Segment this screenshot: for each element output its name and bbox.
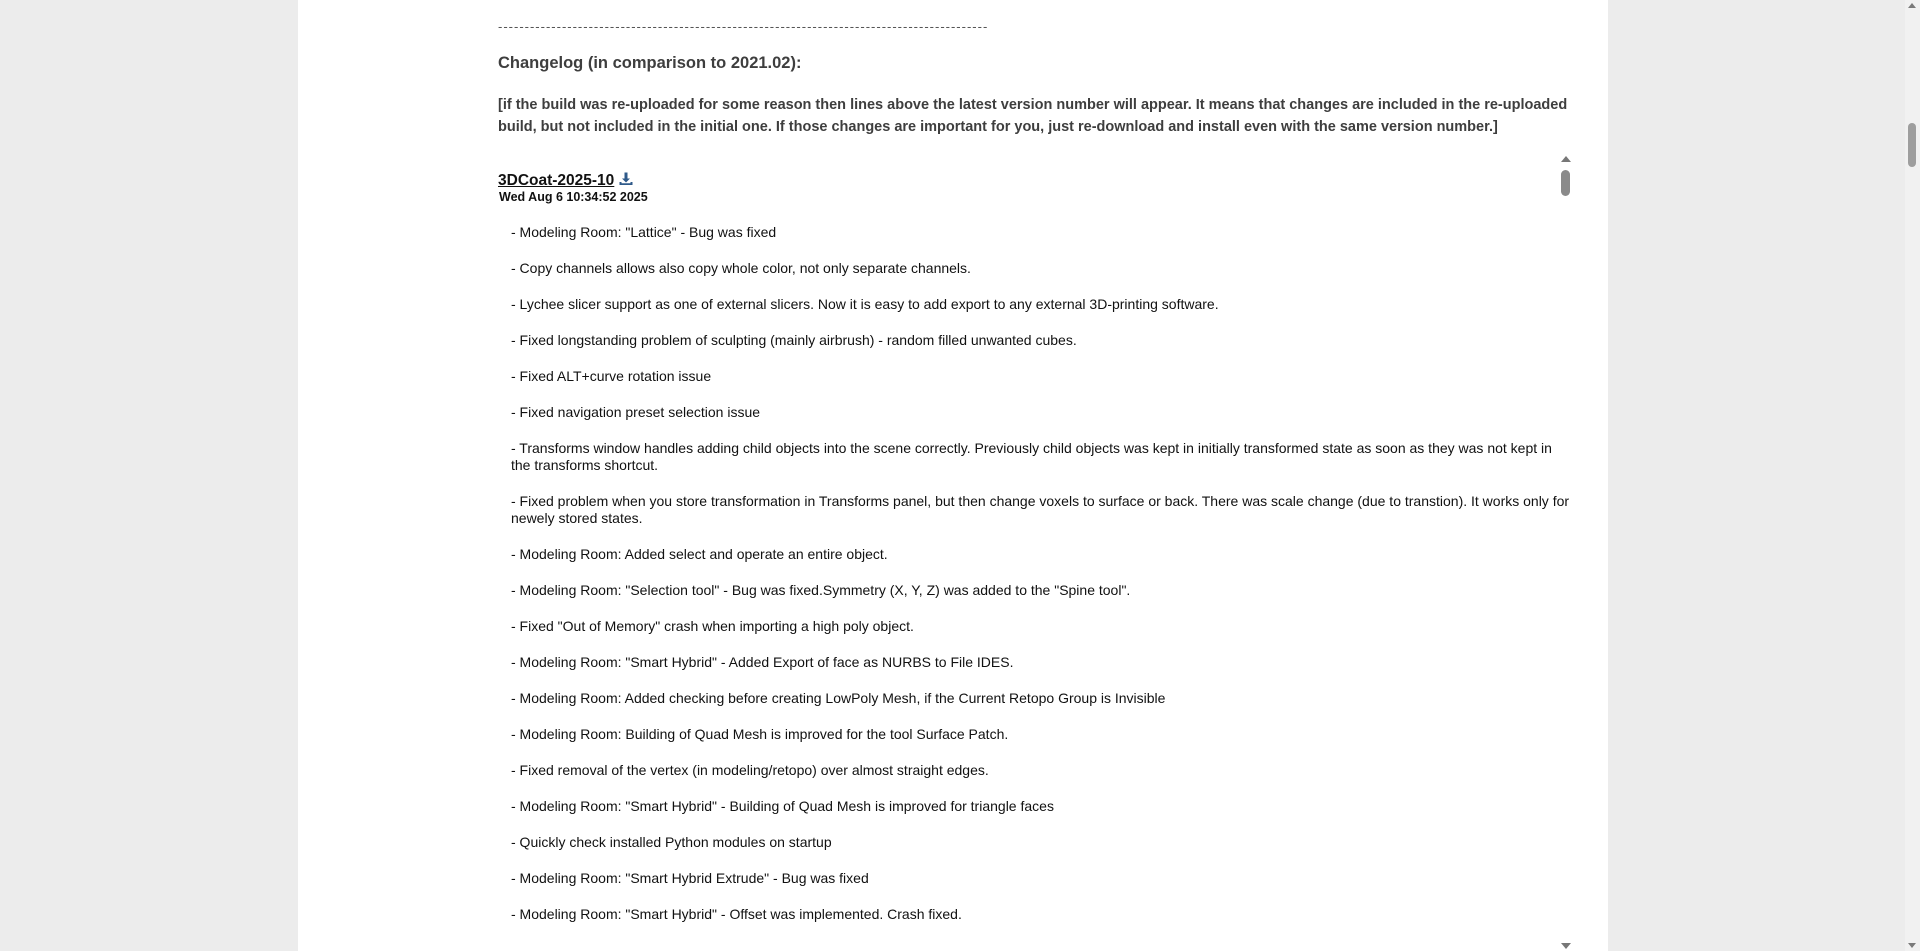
changelog-entry: - Modeling Room: "Smart Hybrid Extrude" - Bug was fixed: [511, 870, 869, 886]
page-content: [298, 0, 1608, 951]
window-scrollbar[interactable]: [1905, 0, 1920, 951]
changelog-entry: - Modeling Room: "Smart Hybrid" - Added Export of face as NURBS to File IDES.: [511, 654, 1014, 670]
window-scroll-up-icon[interactable]: [1908, 3, 1916, 8]
reupload-notice: [if the build was re-uploaded for some reason then lines above the latest version number will appear. It means that changes are included in the re-uploaded build, but not included in the initial one. If those changes are important for you, just re-download and install even with the same version number.]: [498, 97, 1568, 135]
changelog-heading: Changelog (in comparison to 2021.02):: [498, 54, 802, 72]
changelog-entry: - Fixed navigation preset selection issue: [511, 404, 761, 420]
build-title-link[interactable]: 3DCoat-2025-10: [498, 172, 615, 189]
scroll-down-arrow-icon[interactable]: [1561, 943, 1571, 949]
window-scroll-down-icon[interactable]: [1908, 943, 1916, 948]
changelog-entry: - Fixed longstanding problem of sculpting (mainly airbrush) - random filled unwanted cubes.: [511, 332, 1077, 348]
changelog-scrollbar-thumb[interactable]: [1561, 170, 1570, 196]
changelog-entries: [511, 224, 1571, 942]
changelog-entry: - Fixed "Out of Memory" crash when importing a high poly object.: [511, 618, 914, 634]
scroll-up-arrow-icon[interactable]: [1561, 156, 1571, 162]
changelog-entry: - Modeling Room: "Smart Hybrid" - Offset was implemented. Crash fixed.: [511, 906, 962, 922]
changelog-entry: - Modeling Room: "Lattice" - Bug was fixed: [511, 224, 777, 240]
changelog-scroll-box[interactable]: [498, 154, 1594, 951]
changelog-entry: - Fixed removal of the vertex (in modeling/retopo) over almost straight edges.: [511, 762, 989, 778]
changelog-entry: - Fixed problem when you store transformation in Transforms panel, but then change voxels to surface or back. There was scale change (due to transtion). It works only for newely stored states.: [511, 493, 1570, 526]
window-scrollbar-thumb[interactable]: [1908, 123, 1916, 167]
build-title-row: [498, 171, 634, 190]
changelog-entry: - Copy channels allows also copy whole color, not only separate channels.: [511, 260, 971, 276]
download-icon[interactable]: [618, 171, 634, 187]
changelog-scrollbar[interactable]: [1560, 154, 1572, 951]
changelog-entry: - Modeling Room: Building of Quad Mesh is improved for the tool Surface Patch.: [511, 726, 1009, 742]
changelog-entry: - Lychee slicer support as one of external slicers. Now it is easy to add export to any external 3D-printing software.: [511, 296, 1219, 312]
changelog-entry: - Modeling Room: Added select and operate an entire object.: [511, 546, 888, 562]
changelog-entry: - Transforms window handles adding child objects into the scene correctly. Previously child objects was kept in initially transformed state as soon as they was not kept in the transforms shortcut.: [511, 440, 1552, 473]
changelog-entry: - Quickly check installed Python modules on startup: [511, 834, 832, 850]
build-date: Wed Aug 6 10:34:52 2025: [499, 190, 648, 204]
changelog-entry: - Modeling Room: "Selection tool" - Bug was fixed.Symmetry (X, Y, Z) was added to the "Spine tool".: [511, 582, 1131, 598]
changelog-entry: - Modeling Room: "Smart Hybrid" - Building of Quad Mesh is improved for triangle faces: [511, 798, 1054, 814]
changelog-entry: - Fixed ALT+curve rotation issue: [511, 368, 712, 384]
changelog-entry: - Modeling Room: Added checking before creating LowPoly Mesh, if the Current Retopo Group is Invisible: [511, 690, 1166, 706]
separator-line: --------------------------------------------------------------------------------------------: [498, 19, 989, 34]
